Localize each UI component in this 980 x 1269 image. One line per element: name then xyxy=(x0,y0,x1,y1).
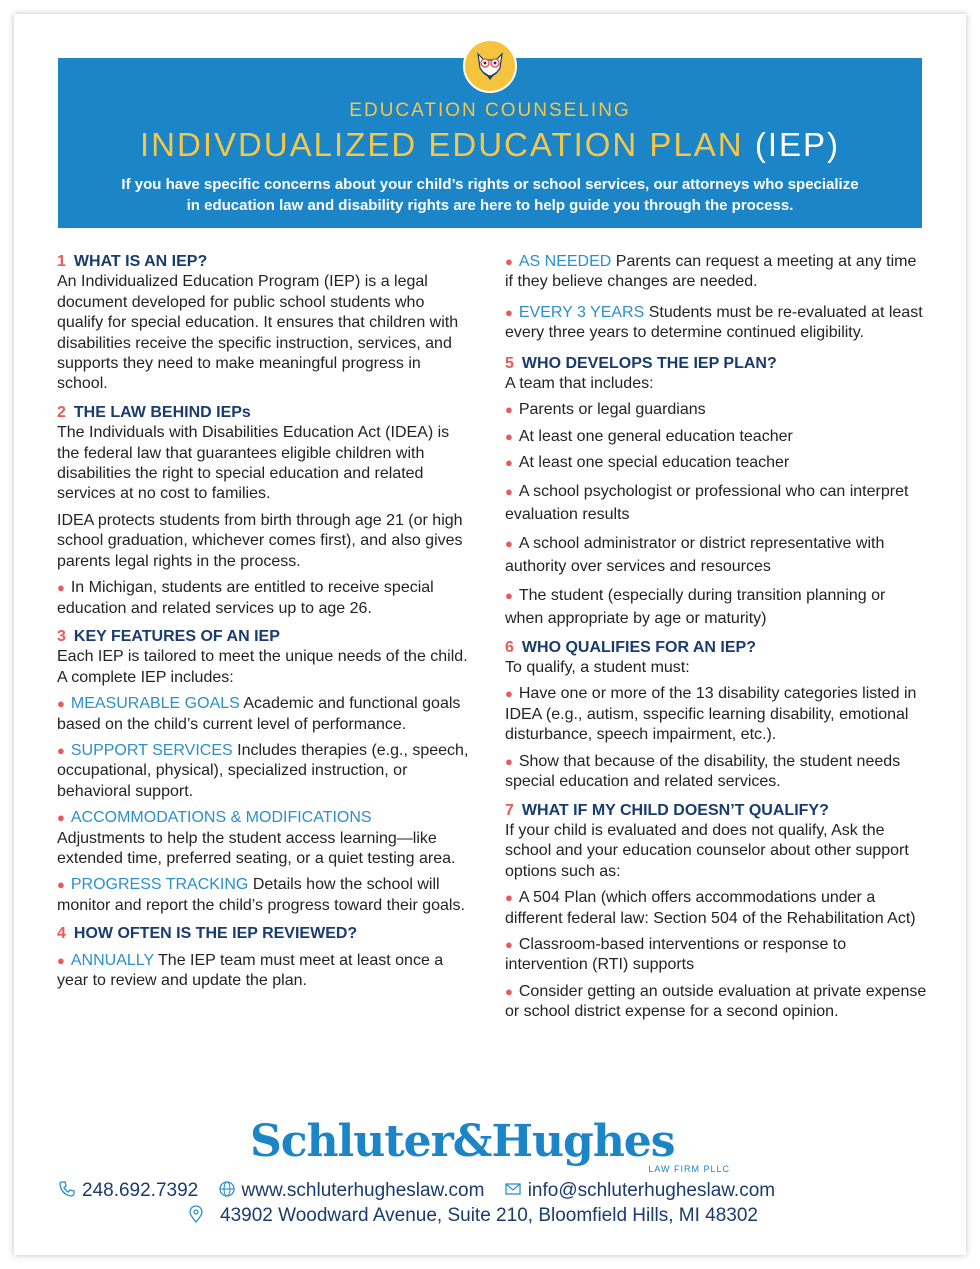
phone-number: 248.692.7392 xyxy=(82,1180,199,1201)
phone-icon xyxy=(58,1180,76,1198)
review-keyword: AS NEEDED xyxy=(518,253,612,270)
mail-icon xyxy=(504,1180,522,1198)
email-link: info@schluterhugheslaw.com xyxy=(527,1180,776,1201)
section-2-bullet xyxy=(57,578,472,619)
bullet-dot-icon: ● xyxy=(505,686,513,702)
review-keyword: EVERY 3 YEARS xyxy=(518,303,645,321)
header-intro xyxy=(80,174,900,216)
right-column xyxy=(505,252,927,1023)
globe-icon xyxy=(218,1180,236,1198)
section-1-number: 1 xyxy=(57,253,66,270)
header-intro-line-1: If you have specific concerns about your child’s rights or school services, our attorneys who specialize xyxy=(121,176,859,193)
section-7-intro: If your child is evaluated and does not qualify, Ask the school and your education counselor about other support options such as: xyxy=(505,821,909,880)
section-6-title: WHO QUALIFIES FOR AN IEP? xyxy=(521,638,756,656)
owl-logo-icon xyxy=(462,38,518,94)
bullet-dot-icon: ● xyxy=(505,483,513,499)
section-2-paragraph-1: The Individuals with Disabilities Education Act (IDEA) is the federal law that guarantees eligible children with disabilities the right to special education and related services at no cost to families. xyxy=(57,424,450,503)
option-item xyxy=(505,888,927,929)
qualify-item-text: Have one or more of the 13 disability categories listed in IDEA (e.g., autism, sspecific learning disability, emotional disturbance, speech impairment, etc.). xyxy=(505,685,917,744)
section-4-title: HOW OFTEN IS THE IEP REVIEWED? xyxy=(73,925,358,943)
phone-contact[interactable] xyxy=(58,1180,204,1201)
bullet-dot-icon: ● xyxy=(57,877,65,893)
bullet-dot-icon: ● xyxy=(57,580,65,596)
website-contact[interactable] xyxy=(218,1180,490,1201)
feature-keyword: MEASURABLE GOALS xyxy=(70,695,240,713)
section-2-number: 2 xyxy=(57,403,66,421)
page-title-main: INDIVDUALIZED EDUCATION PLAN xyxy=(140,126,744,163)
firm-logo xyxy=(250,1116,730,1176)
team-item xyxy=(505,480,927,526)
section-5-heading xyxy=(505,354,927,374)
website-link: www.schluterhugheslaw.com xyxy=(241,1180,485,1201)
contact-line xyxy=(58,1180,928,1202)
review-item xyxy=(505,252,927,293)
section-7-title: WHAT IF MY CHILD DOESN’T QUALIFY? xyxy=(521,801,829,819)
bullet-dot-icon: ● xyxy=(505,535,513,551)
team-item-text: At least one general education teacher xyxy=(518,427,793,445)
bullet-dot-icon: ● xyxy=(57,810,65,826)
page-title-suffix: (IEP) xyxy=(754,126,840,163)
review-text: The IEP team must meet at least once a year to review and update the plan. xyxy=(57,951,444,989)
section-1-body: An Individualized Education Program (IEP) is a legal document developed for public school students who qualify for special education. It ensures that children with disabilities receive the specific instruction, services, and supports they need to make meaningful progress in school. xyxy=(57,273,459,393)
qualify-item-text: Show that because of the disability, the student needs special education and related services. xyxy=(505,752,901,791)
section-4-heading xyxy=(57,924,472,944)
bullet-dot-icon: ● xyxy=(505,587,513,603)
feature-item xyxy=(57,694,472,735)
team-item xyxy=(505,453,927,473)
location-pin-icon xyxy=(188,1205,204,1223)
section-3-title: KEY FEATURES OF AN IEP xyxy=(73,627,280,645)
address-text: 43902 Woodward Avenue, Suite 210, Bloomfield Hills, MI 48302 xyxy=(220,1205,758,1226)
email-contact[interactable] xyxy=(504,1180,775,1201)
option-item-text: Consider getting an outside evaluation at private expense or school district expense for a second opinion. xyxy=(505,982,927,1021)
bullet-dot-icon: ● xyxy=(505,890,513,906)
section-7-number: 7 xyxy=(505,801,514,819)
section-7-heading xyxy=(505,801,927,821)
team-item xyxy=(505,427,927,447)
section-5-intro: A team that includes: xyxy=(505,375,654,393)
review-item xyxy=(57,951,472,992)
section-5-number: 5 xyxy=(505,354,514,372)
feature-item xyxy=(57,741,472,802)
section-3-intro: Each IEP is tailored to meet the unique needs of the child. A complete IEP includes: xyxy=(57,648,468,686)
bullet-dot-icon: ● xyxy=(57,696,65,712)
review-keyword: ANNUALLY xyxy=(70,951,154,969)
section-6-intro: To qualify, a student must: xyxy=(505,659,690,677)
firm-logo-text: Schluter&Hughes xyxy=(250,1116,675,1167)
feature-item xyxy=(57,875,472,916)
feature-text: Details how the school will monitor and report the child’s progress toward their goals. xyxy=(57,876,465,914)
bullet-dot-icon: ● xyxy=(505,455,513,471)
option-item xyxy=(505,982,927,1023)
team-item-text: The student (especially during transition planning or when appropriate by age or maturity) xyxy=(505,586,886,627)
option-item-text: A 504 Plan (which offers accommodations under a different federal law: Section 504 of the Rehabilitation Act) xyxy=(505,889,916,927)
feature-keyword: ACCOMMODATIONS & MODIFICATIONS xyxy=(70,809,372,827)
review-text: Parents can request a meeting at any time if they believe changes are needed. xyxy=(505,253,917,291)
feature-text: Includes therapies (e.g., speech, occupational, physical), specialized instruction, or behavioral support. xyxy=(57,741,469,800)
address-line xyxy=(188,1205,758,1227)
bullet-dot-icon: ● xyxy=(505,753,513,769)
section-1-title: WHAT IS AN IEP? xyxy=(73,253,208,270)
firm-logo-subtitle: LAW FIRM PLLC xyxy=(648,1164,730,1174)
option-item-text: Classroom-based interventions or response to intervention (RTI) supports xyxy=(505,935,847,974)
team-item-text: A school psychologist or professional who can interpret evaluation results xyxy=(505,482,909,523)
qualify-item xyxy=(505,684,927,745)
header-eyebrow: EDUCATION COUNSELING xyxy=(349,100,631,121)
section-4-number: 4 xyxy=(57,925,66,943)
bullet-dot-icon: ● xyxy=(57,742,65,758)
bullet-dot-icon: ● xyxy=(505,254,513,269)
section-2-heading xyxy=(57,403,472,423)
section-6-heading xyxy=(505,638,927,658)
team-item-text: At least one special education teacher xyxy=(518,454,790,472)
section-5-title: WHO DEVELOPS THE IEP PLAN? xyxy=(521,354,777,372)
section-2-title: THE LAW BEHIND IEPs xyxy=(73,403,251,421)
team-item xyxy=(505,400,927,420)
bullet-dot-icon: ● xyxy=(505,428,513,444)
bullet-dot-icon: ● xyxy=(57,952,65,968)
section-1-heading xyxy=(57,252,472,272)
qualify-item xyxy=(505,752,927,793)
team-item-text: A school administrator or district representative with authority over services and resources xyxy=(505,534,885,575)
bullet-dot-icon: ● xyxy=(505,304,513,320)
left-column xyxy=(57,252,472,991)
bullet-dot-icon: ● xyxy=(505,402,513,418)
section-3-number: 3 xyxy=(57,627,66,645)
review-item xyxy=(505,303,927,344)
bullet-dot-icon: ● xyxy=(505,936,513,952)
feature-keyword: SUPPORT SERVICES xyxy=(70,741,233,759)
section-3-heading xyxy=(57,627,472,647)
team-item-text: Parents or legal guardians xyxy=(518,401,706,419)
team-item xyxy=(505,532,927,578)
feature-text: Academic and functional goals based on the child’s current level of performance. xyxy=(57,695,461,733)
review-text: Students must be re-evaluated at least every three years to determine continued eligibility. xyxy=(505,303,923,342)
header-intro-line-2: in education law and disability rights are here to help guide you through the process. xyxy=(186,197,794,214)
section-2-bullet-text: In Michigan, students are entitled to receive special education and related services up to age 26. xyxy=(57,579,434,617)
bullet-dot-icon: ● xyxy=(505,983,513,999)
feature-text: Adjustments to help the student access learning—like extended time, preferred seating, or a quiet testing area. xyxy=(57,829,456,867)
feature-keyword: PROGRESS TRACKING xyxy=(70,876,249,894)
team-item xyxy=(505,584,927,630)
feature-item xyxy=(57,808,472,869)
section-6-number: 6 xyxy=(505,638,514,656)
section-2-paragraph-2: IDEA protects students from birth through age 21 (or high school graduation, whichever comes first), and also gives parents legal rights in the process. xyxy=(57,511,463,570)
page-title xyxy=(58,126,922,164)
option-item xyxy=(505,935,927,976)
